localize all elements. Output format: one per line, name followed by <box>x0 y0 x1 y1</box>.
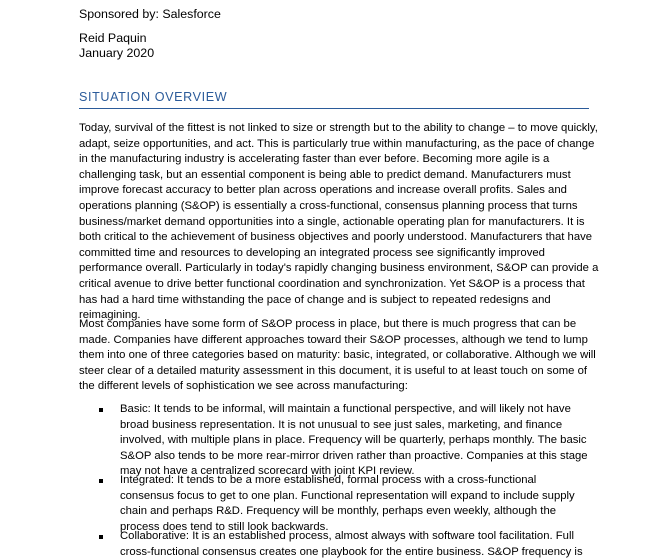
bullet-text: It is an established process, almost always with software tool facilitation. Full cross-functional consensus creates one playbook for the entire business. S&OP frequency is <box>120 530 583 558</box>
bullet-term: Integrated: <box>120 474 175 486</box>
bullet-text: It tends to be informal, will maintain a functional perspective, and will likely not have broad business representation. It is not unusual to see just sales, marketing, and finance involved, with multiple plans in place. Frequency will be quarterly, perhaps monthly. The basic S&OP also tends to be more rear-mirror driven rather than proactive. Companies at this stage may not have a centralized scorecard with joint KPI review. <box>120 403 588 478</box>
author-name: Reid Paquin <box>79 31 147 45</box>
bullet-text: It tends to be a more established, formal process with a cross-functional consensus focus to get to one plan. Functional representation will expand to include supply chain and perhaps R&D. Frequency will be monthly, perhaps even weekly, although the process does tend to still look backwards. <box>120 474 575 533</box>
bullet-item-collaborative <box>120 529 590 560</box>
publication-date: January 2020 <box>79 46 155 60</box>
section-divider <box>79 108 589 109</box>
bullet-item-basic <box>120 402 590 480</box>
bullet-term: Collaborative: <box>120 530 190 542</box>
section-heading: SITUATION OVERVIEW <box>79 90 228 104</box>
paragraph-maturity: Most companies have some form of S&OP process in place, but there is much progress that can be made. Companies have different approaches toward their S&OP processes, although we tend to lump them into one of three categories based on maturity: basic, integrated, or collaborative. Although we will steer clear of a detailed maturity assessment in this document, it is useful to at least touch on some of the different levels of sophistication we see across manufacturing: <box>79 318 596 393</box>
paragraph-intro: Today, survival of the fittest is not linked to size or strength but to the ability to change – to move quickly, adapt, seize opportunities, and act. This is particularly true within manufacturing, as the pace of change in the manufacturing industry is accelerating faster than ever before. Becoming more agile is a challenging task, but an essential component is being able to predict demand. Manufacturers must improve forecast accuracy to better plan across operations and increase overall profits. Sales and operations planning (S&OP) is essentially a cross-functional, consensus planning process that turns business/market demand opportunities into a single, actionable operating plan for manufacturers. It is both critical to the achievement of business objectives and poorly understood. Manufacturers that have committed time and resources to developing an integrated process see significantly improved performance overall. Particularly in today's rapidly changing business environment, S&OP can provide a critical avenue to drive better functional coordination and synchronization. Yet S&OP is a process that has had a hard time withstanding the pace of change and is subject to repeated redesigns and reimagining. <box>79 122 599 322</box>
bullet-item-integrated <box>120 473 590 535</box>
bullet-square-icon <box>99 408 103 412</box>
bullet-square-icon <box>99 535 103 539</box>
bullet-term: Basic: <box>120 403 151 415</box>
bullet-square-icon <box>99 479 103 483</box>
sponsor-line: Sponsored by: Salesforce <box>79 7 221 21</box>
